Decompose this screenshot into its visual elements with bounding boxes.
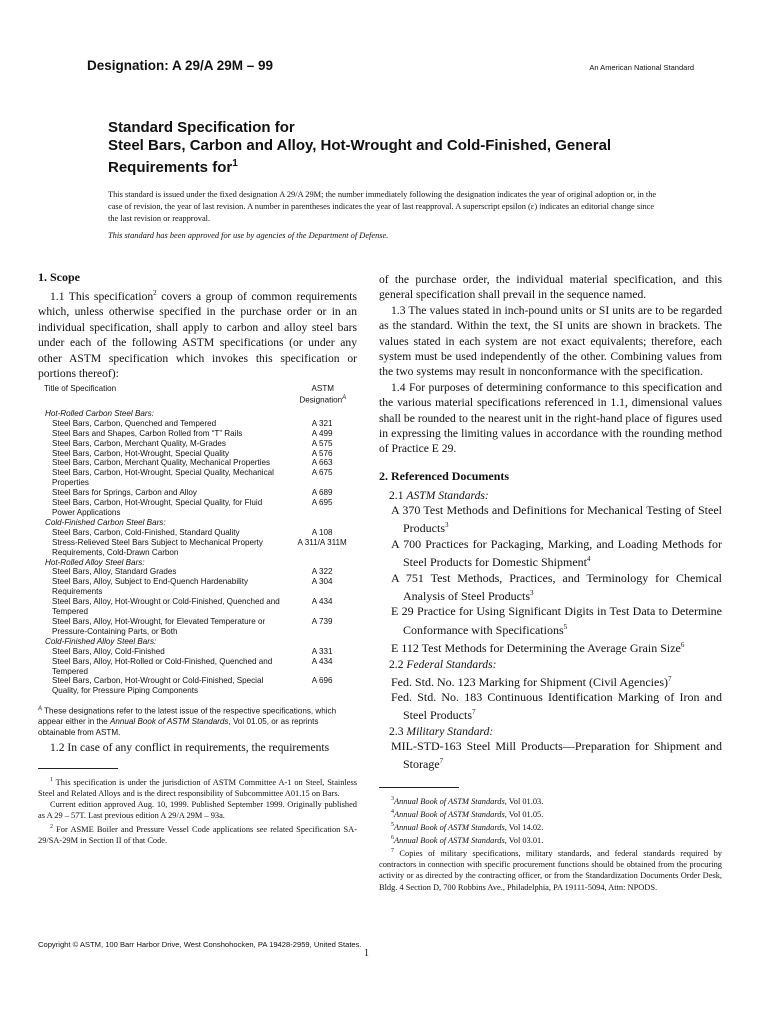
title-line1: Standard Specification for xyxy=(108,119,295,136)
table-row xyxy=(38,488,357,498)
issued-text: This standard is issued under the fixed designation A 29/A 29M; the number immediately following the designation indicates the year of original adoption or, in the case of revision, the year of last revision. A number in parentheses indicates the year of last reapproval. A superscript epsilon (ε) indicates an editorial change since the last revision or reapproval. xyxy=(108,190,657,223)
table-fn-sup: A xyxy=(38,706,43,713)
table-row xyxy=(38,647,357,657)
reference-sup: 3 xyxy=(445,521,449,530)
spec-designation: A 576 xyxy=(311,448,333,458)
footnote-item xyxy=(379,833,722,846)
spec-designation: A 739 xyxy=(311,616,333,626)
sub-2-3-num: 2.3 xyxy=(389,724,404,738)
sub-2-2-num: 2.2 xyxy=(389,657,404,671)
sub-2-1-label: ASTM Standards: xyxy=(406,488,489,502)
table-header xyxy=(38,384,357,406)
scope-p1-1 xyxy=(38,289,357,381)
footnote-item xyxy=(379,794,722,807)
footnote-italic: Annual Book of ASTM Standards xyxy=(394,796,505,806)
spec-designation: A 311/A 311M xyxy=(297,537,347,547)
footnote-sup: 5 xyxy=(391,821,394,828)
p1-1-b: covers a group of common requirements which, unless otherwise specified in the purchase order or in an individual specification, shall apply to carbon and alloy steel bars under each of the following ASTM specifications (or under any other ASTM specification which invokes this specification or portions thereof): xyxy=(38,290,357,381)
fn7-text: Copies of military specifications, military standards, and federal standards required by contractors in connection with specific procurement functions should be obtained from the procuring activity or as directed by the contracting officer, or from the Standardization Documents Order Desk, Bldg. 4 Section D, 700 Robbins Ave., Philadelphia, PA 19111-5094, Attn: NPODS. xyxy=(379,848,722,892)
spec-title: Steel Bars, Alloy, Hot-Wrought, for Elevated Temperature or Pressure-Containing Parts, or Both xyxy=(52,616,266,636)
military-list xyxy=(379,739,722,773)
table-row xyxy=(38,449,357,459)
reference-sup: 4 xyxy=(586,555,591,564)
spec-title: Steel Bars, Alloy, Hot-Rolled or Cold-Finished, Quenched and Tempered xyxy=(52,656,273,676)
standard-note: An American National Standard xyxy=(589,63,694,72)
fn2-text: For ASME Boiler and Pressure Vessel Code applications see related Specification SA-29/SA-29M in Section II of that Code. xyxy=(38,824,357,845)
reference-text: A 370 Test Methods and Definitions for Mechanical Testing of Steel Products xyxy=(391,502,722,536)
scope-heading: 1. Scope xyxy=(38,270,80,284)
fn1-text: This specification is under the jurisdiction of ASTM Committee A-1 on Steel, Stainless Steel and Related Alloys and is the direct responsibility of Subcommittee A01.15 on Bars. xyxy=(38,777,357,798)
spec-title: Steel Bars, Alloy, Subject to End-Quench Hardenability Requirements xyxy=(52,577,249,597)
spec-title: Steel Bars, Alloy, Hot-Wrought or Cold-Finished, Quenched and Tempered xyxy=(52,597,280,617)
table-row xyxy=(38,528,357,538)
spec-title: Steel Bars and Shapes, Carbon Rolled from “T” Rails xyxy=(52,428,243,438)
title-text: Steel Bars, Carbon and Alloy, Hot-Wrought and Cold-Finished, General Requirements for xyxy=(108,137,612,176)
footnote-italic: Annual Book of ASTM Standards xyxy=(394,822,505,832)
spec-title: Steel Bars, Carbon, Hot-Wrought or Cold-Finished, Special Quality, for Pressure Piping Components xyxy=(52,676,264,696)
footnote-1b: Current edition approved Aug. 10, 1999. Published September 1999. Originally published as A 29 – 57T. Last previous edition A 29/A 29M – 93a. xyxy=(38,799,357,821)
reference-text: E 112 Test Methods for Determining the Average Grain Size xyxy=(391,641,681,656)
approved-text: This standard has been approved for use by agencies of the Department of Defense. xyxy=(108,231,389,240)
fn2-sup: 2 xyxy=(50,823,53,830)
spec-designation: A 434 xyxy=(311,656,333,666)
scope-p1-2-start: 1.2 In case of any conflict in requirements, the requirements xyxy=(50,741,330,755)
footnote-1 xyxy=(38,775,357,799)
reference-sup: 6 xyxy=(680,641,685,650)
reference-text: A 751 Test Methods, Practices, and Terminology for Chemical Analysis of Steel Products xyxy=(391,570,722,603)
spec-designation: A 331 xyxy=(311,646,333,656)
reference-sup: 7 xyxy=(439,757,444,766)
footnote-7 xyxy=(379,846,722,893)
table-row xyxy=(38,538,357,558)
document-header xyxy=(108,119,698,242)
table-row xyxy=(38,597,357,617)
spec-designation xyxy=(287,409,357,419)
spec-title: Steel Bars, Carbon, Cold-Finished, Standard Quality xyxy=(52,527,240,537)
spec-designation xyxy=(287,637,357,647)
fn7-sup: 7 xyxy=(391,847,394,854)
spec-title: Steel Bars, Carbon, Hot-Wrought, Special Quality, for Fluid Power Applications xyxy=(52,498,263,517)
footnotes-right xyxy=(379,794,722,846)
reference-text: Fed. Std. No. 183 Continuous Identification Marking of Iron and Steel Products xyxy=(391,689,722,723)
spec-title: Stress-Relieved Steel Bars Subject to Mechanical Property Requirements, Cold-Drawn Carbon xyxy=(52,537,263,557)
table-footnote xyxy=(38,704,357,738)
spec-title: Steel Bars, Carbon, Merchant Quality, M-Grades xyxy=(52,438,226,448)
reference-item xyxy=(379,672,722,690)
reference-item xyxy=(379,739,722,773)
footnote-italic: Annual Book of ASTM Standards xyxy=(394,835,505,845)
footnote-sup: 3 xyxy=(391,795,394,802)
spec-title: Hot-Rolled Alloy Steel Bars: xyxy=(45,557,145,567)
spec-title: Steel Bars, Carbon, Quenched and Tempered xyxy=(52,418,217,428)
footnote-sup: 4 xyxy=(391,808,394,815)
scope-p1-2-end: of the purchase order, the individual material specification, and this general specification shall prevail in the sequence named. xyxy=(379,273,722,302)
spec-designation: A 689 xyxy=(311,488,333,498)
table-row xyxy=(38,657,357,677)
spec-designation: A 499 xyxy=(311,428,333,438)
spec-designation: A 675 xyxy=(311,468,333,478)
sub-2-3-label: Military Standard: xyxy=(406,724,494,738)
fn1-sup: 1 xyxy=(50,776,53,783)
footnote-rest: , Vol 14.02. xyxy=(504,822,544,832)
spec-designation xyxy=(287,558,357,568)
right-column xyxy=(379,272,722,893)
footnote-item xyxy=(379,807,722,820)
footnote-rule-right xyxy=(379,787,459,788)
reference-text: E 29 Practice for Using Significant Digits in Test Data to Determine Conformance with Specifications xyxy=(391,604,722,637)
spec-title: Steel Bars, Carbon, Merchant Quality, Mechanical Properties xyxy=(52,458,271,468)
copyright: Copyright © ASTM, 100 Barr Harbor Drive, West Conshohocken, PA 19428-2959, United States. xyxy=(38,940,362,949)
spec-title: Steel Bars, Alloy, Cold-Finished xyxy=(52,646,165,656)
footnote-sup: 6 xyxy=(391,834,394,841)
federal-list xyxy=(379,672,722,724)
footnote-rest: , Vol 03.01. xyxy=(504,835,544,845)
sub-2-1-num: 2.1 xyxy=(389,488,404,502)
footnote-rest: , Vol 01.03. xyxy=(504,796,544,806)
desig-header-text: ASTM Designation xyxy=(299,384,343,406)
spec-designation: A 304 xyxy=(311,577,333,587)
sub-2-3 xyxy=(379,724,722,739)
spec-designation: A 321 xyxy=(311,418,333,428)
spec-designation: A 108 xyxy=(311,527,333,537)
reference-text: Fed. Std. No. 123 Marking for Shipment (Civil Agencies) xyxy=(391,674,668,689)
scope-p1-4: 1.4 For purposes of determining conformance to this specification and the various material specifications referenced in 1.1, dimensional values shall be rounded to the nearest unit in the right-hand place of figures used in expressing the limiting values in accordance with the rounding method of Practice E 29. xyxy=(379,380,722,456)
reference-sup: 3 xyxy=(530,588,534,597)
footnote-item xyxy=(379,820,722,833)
spec-designation: A 575 xyxy=(311,438,333,448)
footnote-2 xyxy=(38,822,357,846)
table-body xyxy=(38,409,357,696)
spec-title: Cold-Finished Alloy Steel Bars: xyxy=(45,636,157,646)
sub-2-1 xyxy=(379,488,722,503)
reference-item xyxy=(379,604,722,638)
footnote-italic: Annual Book of ASTM Standards xyxy=(394,809,505,819)
table-row xyxy=(38,567,357,577)
table-row xyxy=(38,468,357,488)
sub-2-2-label: Federal Standards: xyxy=(406,657,497,671)
table-fn-b: , Vol 01.05, or as reprints obtainable from ASTM. xyxy=(38,717,319,737)
title-sup: 1 xyxy=(232,158,238,169)
reference-sup: 5 xyxy=(563,622,568,631)
reference-item xyxy=(379,537,722,571)
table-group-row xyxy=(38,518,357,528)
spec-title: Steel Bars, Alloy, Standard Grades xyxy=(52,567,177,577)
table-row xyxy=(38,617,357,637)
spec-title: Steel Bars for Springs, Carbon and Alloy xyxy=(52,488,197,498)
footnote-rest: , Vol 01.05. xyxy=(504,809,544,819)
col-desig-header xyxy=(289,384,357,406)
reference-item xyxy=(379,503,722,537)
spec-designation: A 322 xyxy=(311,567,333,577)
designation: Designation: A 29/A 29M – 99 xyxy=(87,58,274,73)
spec-designation: A 696 xyxy=(311,676,333,686)
table-row xyxy=(38,439,357,449)
table-row xyxy=(38,458,357,468)
reference-item xyxy=(379,690,722,724)
reference-text: A 700 Practices for Packaging, Marking, and Loading Methods for Steel Products for Domestic Shipment xyxy=(391,536,722,570)
reference-text: MIL-STD-163 Steel Mill Products—Preparation for Shipment and Storage xyxy=(391,738,722,772)
reference-sup: 7 xyxy=(667,674,672,683)
col-title-header: Title of Specification xyxy=(44,384,117,394)
scope-p1-3: 1.3 The values stated in inch-pound units or SI units are to be regarded as the standard. Within the text, the SI units are shown in brackets. The values stated in each system are not exact equivalents; therefore, each system must be used independently of the other. Combining values from the two systems may result in nonconformance with the specification. xyxy=(379,303,722,379)
reference-item xyxy=(379,638,722,656)
table-row xyxy=(38,429,357,439)
table-row xyxy=(38,419,357,429)
left-column xyxy=(38,270,357,846)
reference-item xyxy=(379,571,722,605)
table-fn-a: These designations refer to the latest issue of the respective specifications, which appear either in the xyxy=(38,706,337,727)
spec-designation xyxy=(287,518,357,528)
refdocs-heading: 2. Referenced Documents xyxy=(379,468,510,483)
table-row xyxy=(38,676,357,696)
reference-sup: 7 xyxy=(472,708,476,717)
spec-designation: A 663 xyxy=(311,458,333,468)
spec-designation: A 434 xyxy=(311,597,333,607)
page-number: 1 xyxy=(364,948,369,959)
spec-title: Hot-Rolled Carbon Steel Bars: xyxy=(45,408,154,418)
spec-designation: A 695 xyxy=(311,498,333,508)
astm-list xyxy=(379,503,722,657)
spec-table xyxy=(38,384,357,738)
table-group-row xyxy=(38,409,357,419)
footnote-rule xyxy=(38,768,118,769)
spec-title: Cold-Finished Carbon Steel Bars: xyxy=(45,517,166,527)
table-fn-it: Annual Book of ASTM Standards xyxy=(110,717,229,727)
table-group-row xyxy=(38,558,357,568)
sub-2-2 xyxy=(379,657,722,672)
table-row xyxy=(38,498,357,518)
desig-header-sup: A xyxy=(342,395,347,402)
p1-1-sup: 2 xyxy=(153,289,157,298)
title-line2 xyxy=(108,137,698,177)
spec-title: Steel Bars, Carbon, Hot-Wrought, Special Quality xyxy=(52,448,230,458)
table-row xyxy=(38,577,357,597)
p1-1-a: 1.1 This specification xyxy=(50,290,154,303)
table-group-row xyxy=(38,637,357,647)
spec-title: Steel Bars, Carbon, Hot-Wrought, Special Quality, Mechanical Properties xyxy=(52,468,274,488)
